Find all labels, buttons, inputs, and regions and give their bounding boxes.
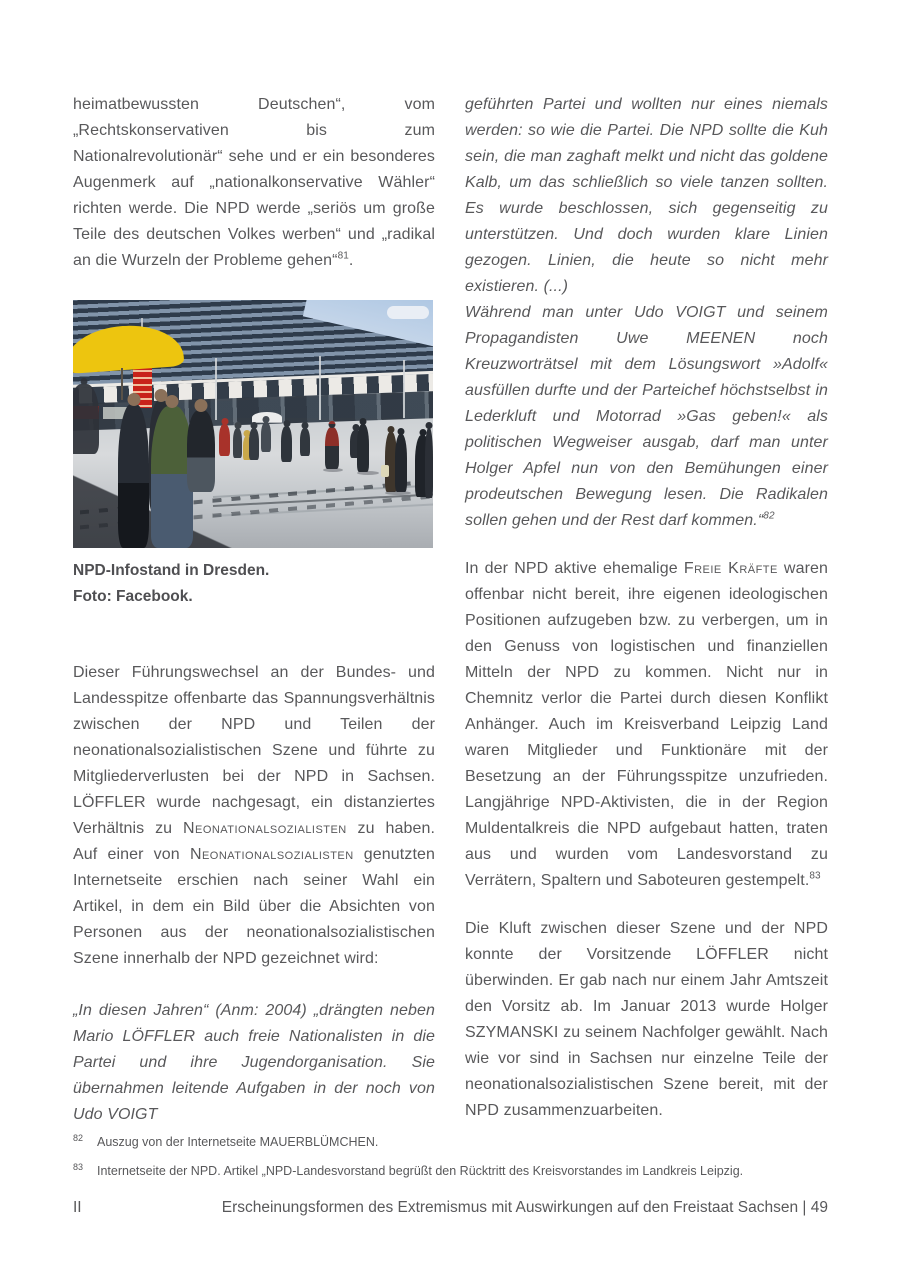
photo-figure	[73, 300, 435, 610]
photo-pole	[319, 356, 321, 420]
photo-person	[281, 426, 292, 462]
photo-pole	[403, 360, 405, 418]
photo-npd-infostand	[73, 300, 433, 548]
footnote-text: Auszug von der Internetseite MAUERBLÜMCHEN.	[97, 1135, 379, 1150]
paragraph-right-3: Die Kluft zwischen dieser Szene und der NPD konnte der Vorsitzende LÖFFLER nicht überwinden. Er gab nach nur einem Jahr Amtszeit den Vorsitz ab. Im Januar 2013 wurde Holger SZYMANSKI zu seinem Nachfolger gewählt. Nach wie vor sind in Sachsen nur einzelne Teile der neonationalsozialistischen Szene bereit, mit der NPD zusammenzuarbeiten.	[465, 920, 828, 1119]
photo-person	[425, 428, 433, 498]
photo-person	[357, 424, 369, 472]
photo-cloud	[387, 306, 429, 319]
footnote-82	[73, 1126, 818, 1155]
photo-person	[219, 424, 230, 456]
photo-person	[261, 422, 271, 452]
left-column	[73, 92, 435, 1128]
photo-pole	[215, 358, 217, 420]
page-footer	[73, 1199, 828, 1217]
photo-shopping-bag	[381, 465, 389, 477]
running-title-text: Erscheinungsformen des Extremismus mit Auswirkungen auf den Freistaat Sachsen	[221, 1199, 799, 1216]
footnote-number: 83	[73, 1162, 84, 1173]
photo-caption-line1: NPD-Infostand in Dresden.	[73, 562, 270, 579]
footnotes	[73, 1126, 818, 1184]
photo-person-shadow	[385, 491, 411, 495]
photo-person	[118, 404, 149, 548]
footnote-83	[73, 1155, 818, 1184]
paragraph-right-2: In der NPD aktive ehemalige Freie Kräfte waren offenbar nicht bereit, ihre eigenen ideologischen Positionen aufzugeben bzw. zu verbergen, um in den Genuss von logistischen und finanziellen Mitteln der NPD zu kommen. Nicht nur in Chemnitz verlor die Partei durch diesen Konflikt Anhänger. Auch im Kreisverband Leipzig Land waren Mitglieder und Funktionäre mit der Besetzung an der Führungsspitze unzufrieden. Langjährige NPD-Aktivisten, die in der Region Muldentalkreis die NPD aufgebaut hatten, traten aus und wurden vom Landesvorstand zu Verrätern, Spaltern und Saboteuren gestempelt.$^{83}$	[465, 560, 829, 889]
photo-caption-line2: Foto: Facebook.	[73, 588, 193, 605]
photo-person	[395, 434, 407, 492]
page-number: 49	[810, 1199, 828, 1216]
photo-umbrella-pole	[121, 368, 123, 400]
photo-person	[249, 428, 259, 460]
photo-caption	[73, 558, 435, 610]
paragraph-left-2: Dieser Führungswechsel an der Bundes- und Landesspitze offenbarte das Spannungsverhältnis zwischen der NPD und Teilen der neonationalsozialistischen Szene und führte zu Mitgliederverlusten bei der NPD in Sachsen. LÖFFLER wurde nachgesagt, ein distanziertes Verhältnis zu Neonationalsozialisten zu haben. Auf einer von Neonationalsozialisten genutzten Internetseite erschien nach seiner Wahl ein Artikel, in dem ein Bild über die Absichten von Personen aus der neonationalsozialistischen Szene innerhalb der NPD gezeichnet wird:	[73, 664, 435, 967]
photo-person	[73, 384, 99, 454]
photo-person	[325, 427, 339, 469]
running-title	[222, 1199, 828, 1217]
paragraph-right-quote: geführten Partei und wollten nur eines niemals werden: so wie die Partei. Die NPD sollte die Kuh sein, die man zaghaft melkt und nicht das goldene Kalb, um das schließlich so viele tanzen sollten. Es wurde beschlossen, sich gegenseitig zu unterstützen. Und doch wurden klare Linien gezogen. Linien, die heute so nicht mehr existieren. (...) Während man unter Udo VOIGT und seinem Propagandisten Uwe MEENEN noch Kreuzworträtsel mit dem Lösungswort »Adolf« ausfüllen durfte und der Parteichef höchstselbst in Lederkluft und Motorrad »Gas geben!« als politischen Wegweiser ausgab, darf man unter Holger Apfel nun von den Bemühungen einer prodeutschen Bewegung lesen. Die Radikalen sollen gehen und der Rest darf kommen.“$^{82}$	[465, 96, 828, 529]
photo-person	[187, 410, 215, 492]
photo-person	[300, 428, 310, 456]
paragraph-left-quote: „In diesen Jahren“ (Anm: 2004) „drängten neben Mario LÖFFLER auch freie Nationalisten in die Partei und ihre Jugendorganisation. Sie übernahmen leitende Aufgaben in der noch von Udo VOIGT	[73, 1002, 435, 1123]
photo-person-shadow	[357, 471, 379, 475]
chapter-number: II	[73, 1199, 82, 1216]
photo-person-shadow	[323, 468, 343, 472]
footer-separator: |	[802, 1199, 807, 1216]
photo-person	[233, 428, 242, 458]
paragraph-left-1: heimatbewussten Deutschen“, vom „Rechtskonservativen bis zum Nationalrevolutionär“ sehe und er ein besonderes Augenmerk auf „nationalkonservative Wähler“ richten werde. Die NPD werde „seriös um große Teile des deutschen Volkes werben“ und „radikal an die Wurzeln der Probleme gehen“$^{81}$.	[73, 96, 435, 269]
footnote-text: Internetseite der NPD. Artikel „NPD-Landesvorstand begrüßt den Rücktritt des Kreisvorstandes im Landkreis Leipzig.	[97, 1164, 744, 1179]
footnote-number: 82	[73, 1133, 84, 1143]
right-column	[465, 92, 828, 1124]
